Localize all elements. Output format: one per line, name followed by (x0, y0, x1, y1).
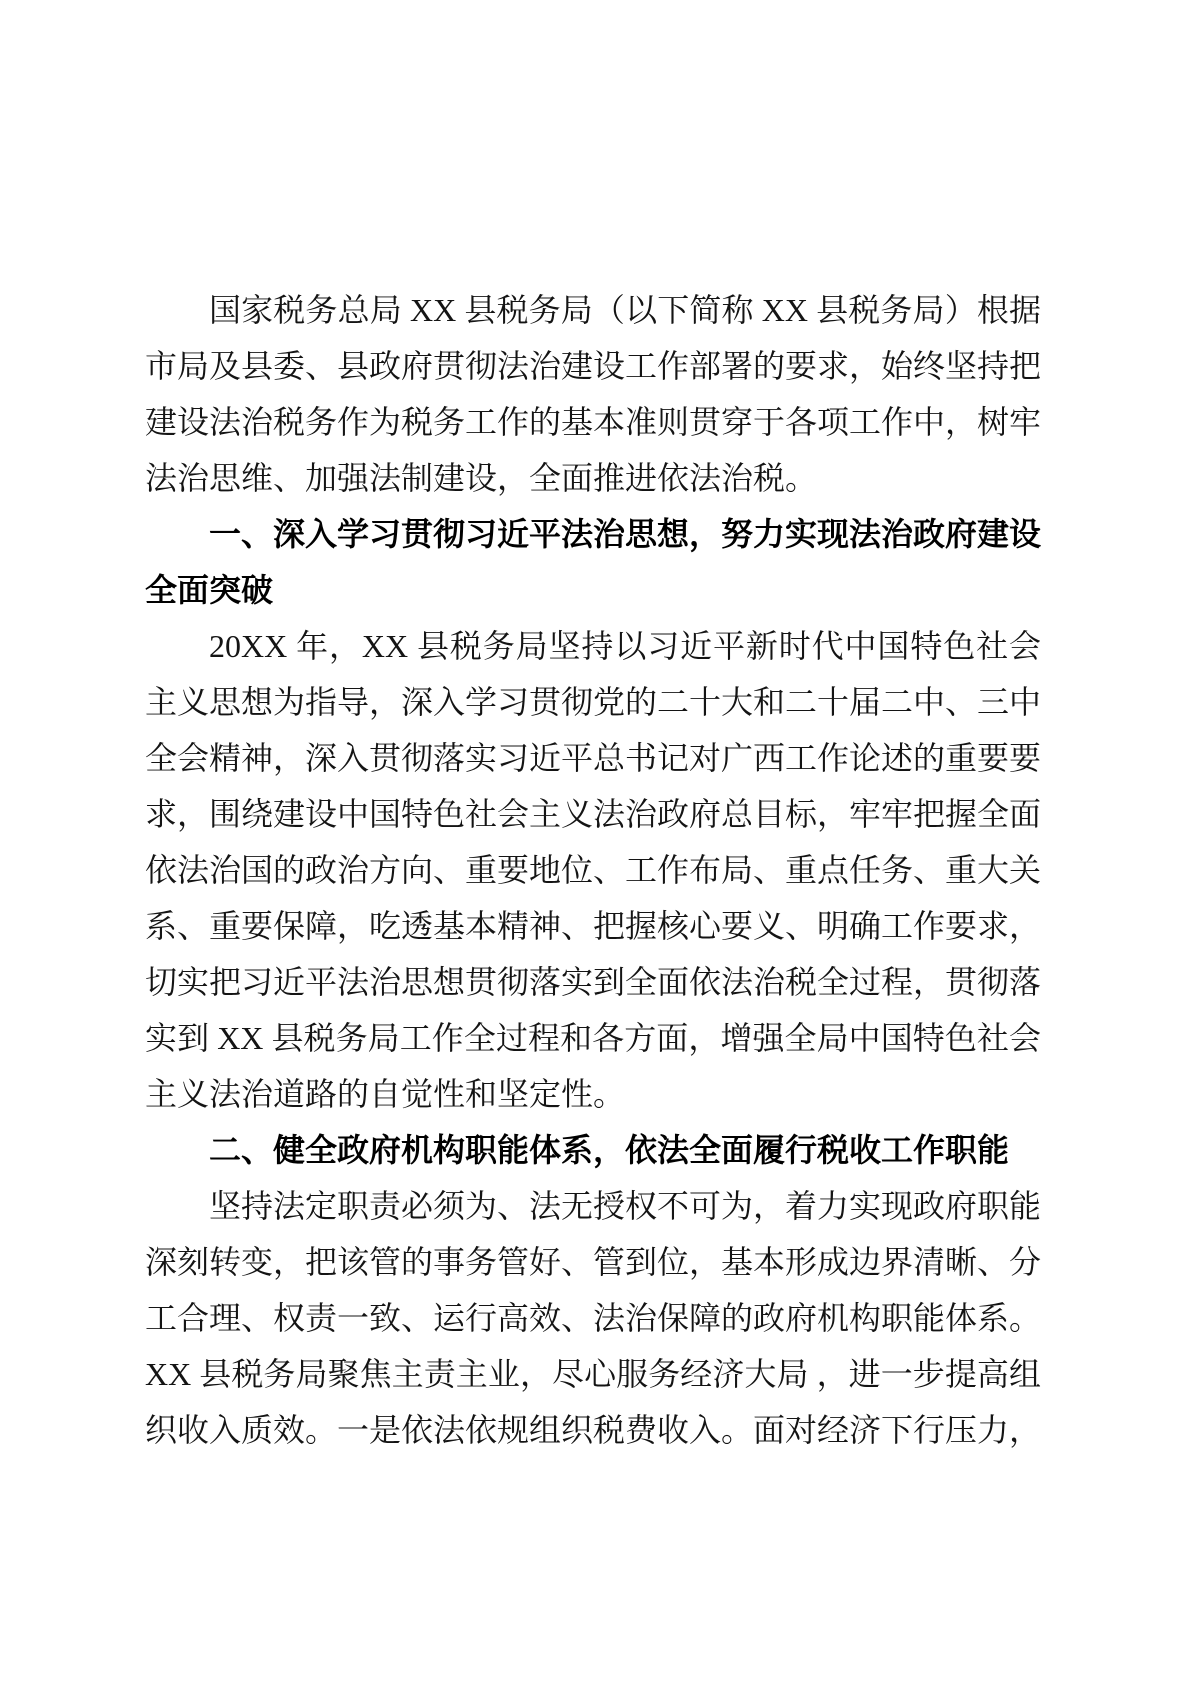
heading-section-1: 一、深入学习贯彻习近平法治思想，努力实现法治政府建设全面突破 (145, 516, 1042, 608)
paragraph-section-2: 坚持法定职责必须为、法无授权不可为，着力实现政府职能深刻转变，把该管的事务管好、管到位，基本形成边界清晰、分工合理、权责一致、运行高效、法治保障的政府机构职能体系。XX 县税务局聚焦主责主业，尽心服务经济大局 ，进一步提高组织收入质效。一是依法依规组织税费收入。面对经济下行压力， (145, 1188, 1042, 1448)
paragraph-intro: 国家税务总局 XX 县税务局（以下简称 XX 县税务局）根据市局及县委、县政府贯彻法治建设工作部署的要求，始终坚持把建设法治税务作为税务工作的基本准则贯穿于各项工作中，树牢法治思维、加强法制建设，全面推进依法治税。 (145, 292, 1042, 496)
paragraph-section-1: 20XX 年，XX 县税务局坚持以习近平新时代中国特色社会主义思想为指导，深入学习贯彻党的二十大和二十届二中、三中全会精神，深入贯彻落实习近平总书记对广西工作论述的重要要求，围绕建设中国特色社会主义法治政府总目标，牢牢把握全面依法治国的政治方向、重要地位、工作布局、重点任务、重大关系、重要保障，吃透基本精神、把握核心要义、明确工作要求，切实把习近平法治思想贯彻落实到全面依法治税全过程，贯彻落实到 XX 县税务局工作全过程和各方面，增强全局中国特色社会主义法治道路的自觉性和坚定性。 (145, 628, 1042, 1112)
document-body (145, 282, 1041, 1458)
heading-section-2: 二、健全政府机构职能体系，依法全面履行税收工作职能 (209, 1132, 1010, 1168)
